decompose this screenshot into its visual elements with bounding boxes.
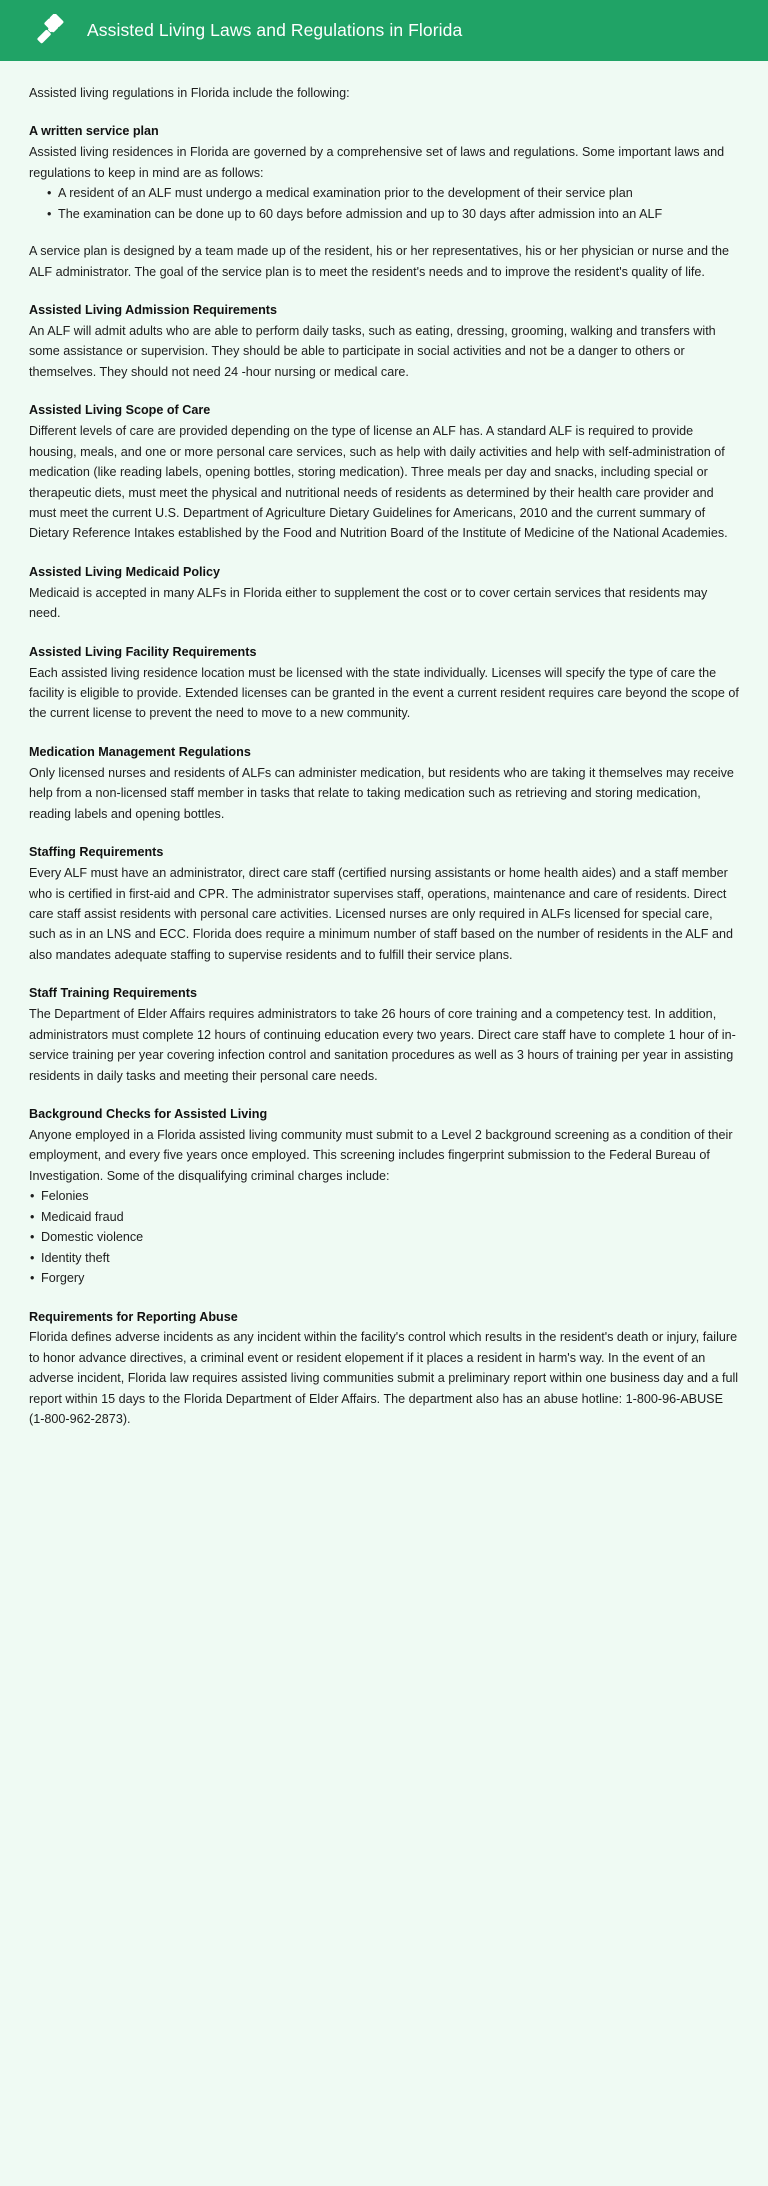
- section-paragraph: Anyone employed in a Florida assisted living community must submit to a Level 2 background screening as a condition of their employment, and every five years once employed. This screening includes fingerprint submission to the Federal Bureau of Investigation. Some of the disqualifying criminal charges include:: [29, 1127, 733, 1183]
- section-medication-management: [29, 743, 739, 824]
- section-heading: Assisted Living Scope of Care: [29, 403, 211, 418]
- page-header: [0, 0, 768, 61]
- section-admission-requirements: [29, 301, 739, 382]
- list-item: • The examination can be done up to 60 days before admission and up to 30 days after admission into an ALF: [46, 204, 739, 224]
- list-item: • Identity theft: [29, 1248, 739, 1268]
- section-heading: Requirements for Reporting Abuse: [29, 1309, 238, 1324]
- bullet-list: [29, 183, 739, 224]
- section-heading: Assisted Living Admission Requirements: [29, 303, 277, 317]
- gavel-icon: [34, 14, 68, 48]
- section-paragraph: Florida defines adverse incidents as any incident within the facility's control which results in the resident's death or injury, failure to honor advance directives, a criminal event or resident elopement if it places a resident in harm's way. In the event of an adverse incident, Florida law requires assisted living communities submit a preliminary report within one business day and a full report within 15 days to the Florida Department of Elder Affairs. The department also has an abuse hotline: 1-800-96-ABUSE (1-800-962-2873).: [29, 1330, 739, 1427]
- document-body: [0, 61, 768, 2186]
- section-paragraph: Different levels of care are provided depending on the type of license an ALF has. A standard ALF is required to provide housing, meals, and one or more personal care services, such as help with daily activities and help with self-administration of medication (like reading labels, opening bottles, storing medication). Three meals per day and snacks, including special or therapeutic diets, must meet the physical and nutritional needs of residents as determined by their health care provider and must meet the current U.S. Department of Agriculture Dietary Guidelines for Americans, 2010 and the current summary of Dietary Reference Intakes established by the Food and Nutrition Board of the Institute of Medicine of the National Academies.: [29, 424, 728, 541]
- list-item: • Felonies: [29, 1186, 739, 1206]
- section-heading: Medication Management Regulations: [29, 744, 251, 759]
- section-heading: Staffing Requirements: [29, 845, 164, 860]
- section-paragraph: Each assisted living residence location must be licensed with the state individually. Licenses will specify the type of care the facility is eligible to provide. Extended licenses can be granted in the event a current resident requires care beyond the scope of the current license to prevent the need to move to a new community.: [29, 665, 739, 721]
- list-item: • Medicaid fraud: [29, 1207, 739, 1227]
- section-staffing-requirements: [29, 843, 739, 965]
- section-paragraph: The Department of Elder Affairs requires administrators to take 26 hours of core training and a competency test. In addition, administrators must complete 12 hours of continuing education every two years. Direct care staff have to complete 1 hour of in-service training per year covering infection control and sanitation procedures as well as 3 hours of training per year in assisting residents in daily tasks and meeting their personal care needs.: [29, 1007, 736, 1083]
- section-facility-requirements: [29, 643, 739, 724]
- page-title: Assisted Living Laws and Regulations in Florida: [87, 20, 463, 40]
- section-scope-of-care: [29, 401, 739, 544]
- list-item: • Domestic violence: [29, 1227, 739, 1247]
- section-trailing-paragraph: A service plan is designed by a team made up of the resident, his or her representatives, his or her physician or nurse and the ALF administrator. The goal of the service plan is to meet the resident's needs and to improve the resident's quality of life.: [29, 244, 730, 279]
- bullet-list: [29, 1186, 739, 1288]
- section-paragraph: Assisted living residences in Florida are governed by a comprehensive set of laws and regulations. Some important laws and regulations to keep in mind are as follows:: [29, 145, 725, 180]
- section-paragraph: Medicaid is accepted in many ALFs in Florida either to supplement the cost or to cover certain services that residents may need.: [29, 585, 708, 621]
- section-heading: Background Checks for Assisted Living: [29, 1107, 268, 1122]
- list-item: • A resident of an ALF must undergo a medical examination prior to the development of their service plan: [46, 183, 739, 203]
- intro-paragraph: Assisted living regulations in Florida include the following:: [29, 86, 350, 100]
- section-heading: A written service plan: [29, 124, 159, 139]
- section-a-written-service-plan: [29, 122, 739, 282]
- section-staff-training-requirements: [29, 984, 739, 1086]
- section-paragraph: Only licensed nurses and residents of ALFs can administer medication, but residents who are taking it themselves may receive help from a non-licensed staff member in tasks that relate to taking medication such as retrieving and storing medication, reading labels and opening bottles.: [29, 765, 734, 821]
- section-paragraph: Every ALF must have an administrator, direct care staff (certified nursing assistants or home health aides) and a staff member who is certified in first-aid and CPR. The administrator supervises staff, operations, maintenance and care of residents. Direct care staff assist residents with personal care activities. Licensed nurses are only required in ALFs licensed for special care, such as in an LNS and ECC. Florida does require a minimum number of staff based on the number of residents in the ALF and also mandates adequate staffing to supervise residents and to fulfill their service plans.: [29, 866, 734, 962]
- section-medicaid-policy: [29, 563, 739, 624]
- list-item: • Forgery: [29, 1268, 739, 1288]
- section-heading: Assisted Living Medicaid Policy: [29, 564, 221, 579]
- section-heading: Assisted Living Facility Requirements: [29, 644, 257, 659]
- section-reporting-abuse: [29, 1308, 739, 1430]
- section-paragraph: An ALF will admit adults who are able to perform daily tasks, such as eating, dressing, grooming, walking and transfers with some assistance or supervision. They should be able to participate in social activities and not be a danger to others or themselves. They should not need 24 -hour nursing or medical care.: [29, 323, 716, 379]
- section-background-checks: [29, 1105, 739, 1289]
- section-heading: Staff Training Requirements: [29, 986, 197, 1001]
